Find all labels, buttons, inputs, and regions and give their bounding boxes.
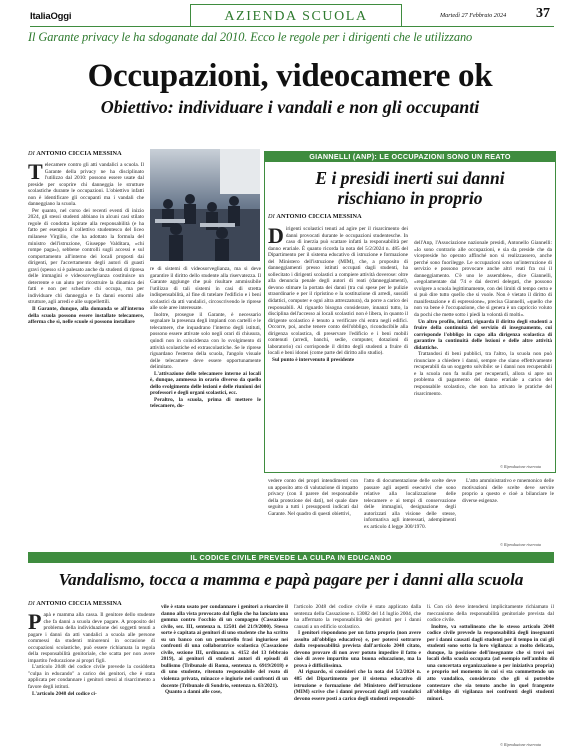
paragraph: Il Garante, dunque, alla domanda se all'interno della scuola possono essere installate telecamere, afferma che sì, nelle scuole si possono installare [28, 306, 144, 326]
paragraph: l'articolo 2048 del codice civile è stato applicato dalla sentenza della Cassazione n. 13082 del 14 luglio 2004, che ha affermato la responsabilità dei genitori per i danni causati a un edificio scolastico. [294, 604, 421, 630]
page-number: 37 [536, 6, 550, 21]
classroom-photo [150, 149, 260, 261]
box-headline-line-2: rischiano in proprio [337, 188, 483, 208]
byline-name: ANTONIO CICCIA MESSINA [36, 150, 122, 157]
lead-kicker: Il Garante privacy le ha sdoganate dal 2010. Ecco le regole per i dirigenti che le utilizzano [28, 30, 473, 44]
paragraph: irigenti scolastici tenuti ad agire per il risarcimento dei danni provocati durante le occupazioni studentesche. In caso di inerzia può scattare infatti la responsabilità per danno erariale. È quanto ricorda la nota del 5/2/2024 n. 485 del Dipartimento per il sistema educativo di istruzione e formazione del Ministero dell'istruzione (MIM), che, a proposito di danneggiamenti presso istituti occupati dagli studenti, ha sollecitato i dirigenti scolastici a compiere attività doverose: oltre alla denuncia penale degli autori di reati (danneggiamenti), devono stimare la portata dei danni (tra cui spese per le pulizie straordinarie e per il ripristino e la sostituzione di arredi, sussidi didattici, computer e ogni altra attrezzatura), da porre a carico dei responsabili. Al riguardo bisogna considerare, innanzi tutto, la disciplina dell'accesso ai locali scolastici non è libera, in quanto il dirigente scolastico è tenuto a verificare chi entra negli edifici. Occorre, poi, anche tenere conto dell'obbligo, riconducibile alla dirigenza scolastica, di preservare l'edificio e i beni mobili contenuti (arredi, banchi, sedie, computer, dotazioni di laboratorio) cui corrisponde il diritto degli studenti a fruire di locali e beni idonei (come parte del diritto allo studio). [268, 226, 408, 357]
byline-name: ANTONIO CICCIA MESSINA [36, 600, 122, 607]
lead-column-1 [28, 162, 144, 548]
paragraph: vile è stato usato per condannare i genitori a risarcire il danno alla vista provocato dal figlio che ha lanciato una gomma contro l'occhio di un compagno (Cassazione civile, sez. III, sentenza n. 12501 del 21/9/2000). Stessa sorte è capitata ai genitori di uno studente che ha scritto su un banco con un pennarello frasi ingiuriose nei confronti di una collaboratrice scolastica (Cassazione civile, sezione III, ordinanza n. 4152 del 13 febbraio 2019), ai genitori di studenti autori di episodi di bullismo (Tribunale di Roma, sentenza n. 6919/2018) e di uno studente, ritenuto responsabile del reato di violenza privata, minacce e ingiurie nei confronti di un docente (Tribunale di Sondrio, sentenza n. 63/2021). [161, 604, 288, 689]
bottom-byline [28, 600, 153, 607]
box-section-bar: GIANNELLI (ANP): LE OCCUPAZIONI SONO UN REATO [264, 151, 556, 162]
box-headline-line-1: E i presidi inerti sui danni [315, 168, 505, 188]
paragraph: dell'Anp, l'Associazione nazionale presidi, Antonello Giannelli: «Io sono contrario alle occupazioni, e sia da preside che da vicepreside ho operato affinché non si realizzassero, anche perché sono fuorilegge. Le occupazioni sono un'interruzione di servizio e possono provocare anche altri reati fra cui il danneggiamento. C'è uno le assemblee», dice Giannelli, «regolamentate dal '74 e dai decreti delegati, che possono svolgere a scuola legittimamente, con dei limiti di tempo certo e si può dire tutto quello che si vuole. Non è vietato il diritto di manifestazione e di espressione», precisa Giannelli, «quello che non va bene è l'occupazione, che si genera è un capriccio voluto da pochi che mette sotto i piedi la volontà di molti». [414, 240, 552, 319]
paragraph: elecamere contro gli atti vandalici a scuola. Il Garante della privacy ne ha disciplinato l'utilizzo dal 2010: possono essere usate dal preside per scoprire chi danneggia le strutture scolastiche durante le occupazioni. L'obiettivo infatti non è identificare gli occupanti ma i vandali che danneggiano la scuola. [28, 162, 144, 208]
logo: ItaliaOggi [30, 11, 72, 22]
paragraph: li. Con ciò deve intendersi implicitamente richiamato il meccanismo della responsabilità genitoriale prevista dal codice civile. [427, 604, 554, 624]
box-column-2 [414, 240, 552, 462]
paragraph: L'atto amministrativo e mnemonico delle motivazioni delle scelte deve servire proprio a questo e cioè a bilanciare le diverse esigenze. [462, 478, 554, 504]
paragraph: re di sistemi di videosorveglianza, ma si deve garantire il diritto dello studente alla riservatezza. Il Garante aggiunge che può risultare ammissibile l'utilizzo di tali sistemi in casi di stretta indispensabilità, al fine di tutelare l'edificio e i beni scolastici da atti vandalici, circoscrivendo le riprese alle sole aree interessate. [150, 266, 261, 312]
copyright-note: © Riproduzione riservata [500, 542, 541, 547]
paragraph: vedere conto dei propri intendimenti con un apposito atto di valutazione di impatto privacy (con il parere del responsabile della protezione dei dati), nel quale dare seguito a tutti i presupposti indicati dal Garante. Nel quadro di questi obiettivi, [268, 478, 358, 517]
lead-column-5 [462, 478, 554, 548]
paragraph: l'atto di documentazione delle scelte deve passare agli aspetti esecutivi che sono relative alla localizzazione delle telecamere e ai tempi di conservazione delle immagini, designazione degli autorizzati alla visione delle stesse, informativa agli interessati, adempimenti ex articolo 4 legge 300/1970. [364, 478, 456, 530]
bottom-column-4 [427, 604, 554, 741]
paragraph: L'articolo 2048 del codice civile prevede la cosiddetta "culpa in educando" a carico dei genitori, che è stata applicata per condannare i genitori stessi al risarcimento a favore degli istituti. [28, 664, 155, 691]
bottom-column-3 [294, 604, 421, 747]
byline-prefix: DI [28, 150, 35, 157]
byline-prefix: DI [28, 600, 35, 607]
issue-date: Martedì 27 Febbraio 2024 [440, 12, 507, 19]
drop-cap: T [28, 162, 43, 184]
byline-name: ANTONIO CICCIA MESSINA [276, 213, 362, 220]
paragraph: Inoltre, va sottolineato che lo stesso articolo 2048 codice civile prevede la responsabilità degli insegnanti per i danni causati dagli studenti per il tempo in cui gli studenti sono sotto la loro vigilanza: a molto delicata, dunque, la posizione dell'insegnante che si trovi nei locali della scuola occupata (ad esempio nell'ambito di una concertata organizzazione o per iniziativa propria) e proprio nel momento in cui si sta commettendo un atto vandalico, considerato che gli si potrebbe contestare che sia tenuto anche in quel frangente all'obbligo di vigilanza nei confronti degli studenti minori. [427, 623, 554, 702]
drop-cap: P [28, 612, 42, 634]
bottom-headline: Vandalismo, tocca a mamma e papà pagare per i danni alla scuola [58, 570, 524, 589]
paragraph: Al riguardo, si consideri che la nota del 5/2/2024 n. 485 del Dipartimento per il sistema educativo di istruzione e formazione del Ministero dell'istruzione (MIM) scrive che i danni provocati dagli atti vandalici devono essere posti a carico degli studenti responsabi- [294, 669, 421, 702]
bottom-column-2 [161, 604, 288, 747]
paragraph: Per quanto, nel corso dei recenti eventi di inizio 2024, gli stessi studenti abbiano in alcuni casi stilato regole di condotta ispirate alla responsabilità (e ha fatto per esempio il collettivo studentesco del liceo milanese Virgilio, che ha adottato la formula del ministro dell'istruzione, Giuseppe Valditara, «chi rompe paga»), sebbene controlli sugli accessi e sul comportamento all'interno dei locali proposti dai dirigenti, per l'accertamento degli autori di guasti gravi (spesso si è palesato anche da studenti di ripresa delle immagini e videosorveglianza costituisce un deterrente e un aiuto per ricostruire la dinamica dei fatti e non per schedare chi occupa, ma per individuare chi danneggia e fa danni enormi alle strutture, agli arredi e alle suppellettili. [28, 207, 144, 306]
bottom-section-bar: IL CODICE CIVILE PREVEDE LA CULPA IN EDUCANDO [28, 552, 554, 563]
paragraph: Sul punto è intervenuto il presidente [272, 356, 355, 363]
lead-headline: Occupazioni, videocamere ok [87, 58, 493, 94]
copyright-note: © Riproduzione riservata [500, 464, 541, 469]
lead-byline [28, 150, 143, 157]
lead-column-4 [364, 478, 456, 548]
bottom-column-1 [28, 612, 155, 747]
box-byline [268, 213, 408, 220]
paragraph: Quanto a danni alle cose, [165, 689, 222, 696]
masthead-rule [30, 26, 554, 27]
paragraph: apà e mamma alla cassa. Il genitore dello studente che fa danni a scuola deve pagare. A proposito del problema della individuazione dei soggetti tenuti a pagare i danni da atti vandalici a scuola alle persone commessi da studenti minorenni in occasione di occupazioni scolastiche, può essere richiamata la regola della responsabilità genitoriale, che scatta per non avere impartito l'educazione ai propri figli. [28, 612, 155, 664]
paragraph: I genitori rispondono per un fatto proprio (non avere assolto all'obbligo educativo) e, per potersi sottrarre dalla responsabilità prevista dall'articolo 2048 citato, devono provare di non aver potuto impedire il fatto e cioè di avere impartito una buona educazione, ma la prova è difficilissima. [294, 630, 421, 669]
lead-column-3 [268, 478, 358, 548]
paragraph: Inoltre, prosegue il Garante, è necessario segnalare la presenza degli impianti con cartelli e le telecamere, che inquadrano l'interno degli istituti, possono essere attivate solo negli orari di chiusura, quindi non in coincidenza con lo svolgimento di attività scolastiche ed extrascolastiche. Se le riprese riguardano l'esterno della scuola, l'angolo visuale delle telecamere deve essere opportunamente delimitato. [150, 311, 261, 371]
lead-subheadline: Obiettivo: individuare i vandali e non gli occupanti [100, 97, 480, 117]
paragraph: Un altro profilo, infatti, riguarda il diritto degli studenti a fruire della continuità del servizio di insegnamento, cui corrisponde l'obbligo in capo alla dirigenza scolastica di garantire la continuità delle lezioni e delle altre attività didattiche. [414, 318, 552, 351]
paragraph: Trattandosi di beni pubblici, tra l'altro, la scuola non può rinunciare a chiedere i danni, sempre che siano effettivamente recuperabili da un soggetto solvibile: se i danni non recuperabili e la scuola non fa nulla per recuperarli, allora si apre un problema di pagamento del danno erariale a carico del responsabile scolastico, che non ha attivato le pratiche del risarcimento. [414, 351, 552, 397]
masthead [30, 4, 554, 28]
paragraph: L'articolo 2048 del codice ci- [32, 690, 97, 697]
paragraph: Peraltro, la scuola, prima di mettere le telecamere, do- [150, 396, 261, 410]
copyright-note: © Riproduzione riservata [500, 742, 541, 747]
drop-cap: D [268, 226, 284, 248]
section-label: AZIENDA SCUOLA [190, 4, 402, 27]
lead-column-2 [150, 266, 261, 548]
byline-prefix: DI [268, 213, 275, 220]
box-column-1 [268, 226, 408, 470]
paragraph: L'attivazione delle telecamere interne ai locali è, dunque, ammessa in orario diverso da quello dello svolgimento delle lezioni e delle riunioni dei professori e degli organi scolastici, ecc. [150, 370, 261, 397]
classroom-photo-icon [150, 149, 260, 261]
